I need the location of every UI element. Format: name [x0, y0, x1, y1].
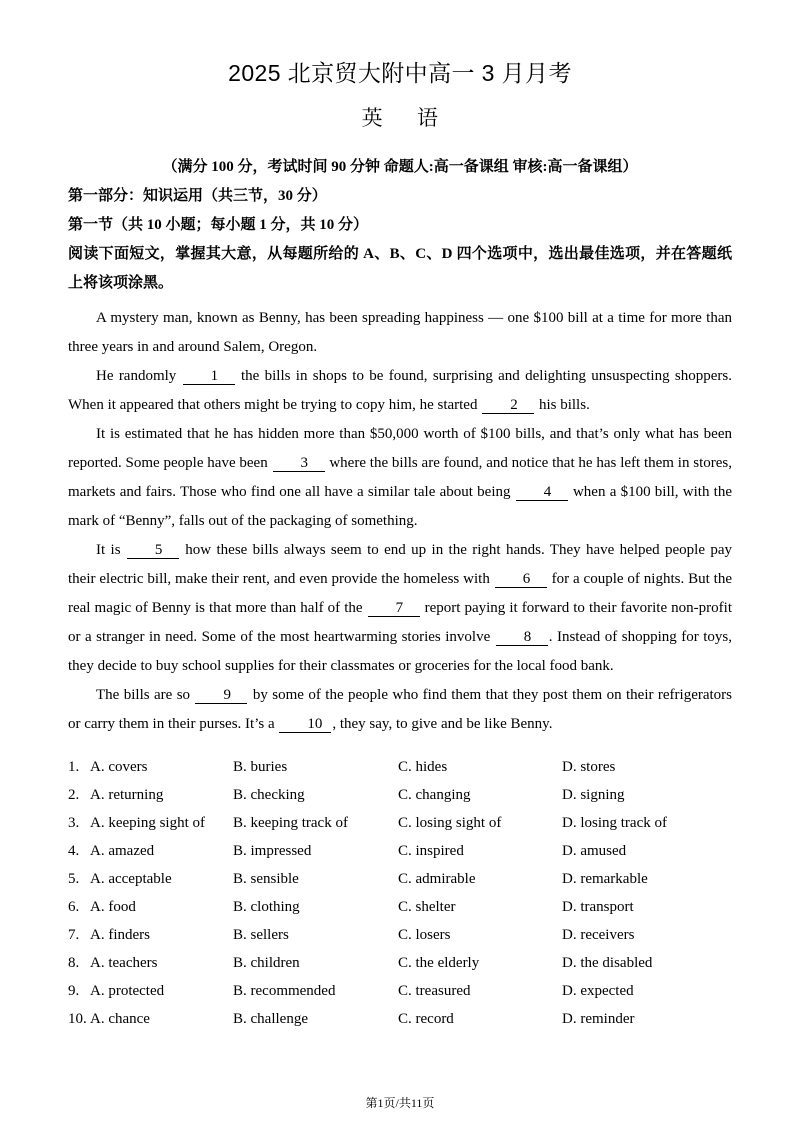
option-d[interactable]: D. remarkable — [562, 871, 648, 887]
option-c[interactable]: C. shelter — [398, 899, 456, 915]
passage-text: his bills. — [538, 397, 590, 413]
option-a[interactable]: A. chance — [90, 1011, 150, 1027]
option-c[interactable]: C. losers — [398, 927, 451, 943]
option-c[interactable]: C. inspired — [398, 843, 464, 859]
option-c[interactable]: C. the elderly — [398, 955, 480, 971]
option-d[interactable]: D. expected — [562, 983, 634, 999]
option-d[interactable]: D. reminder — [562, 1011, 635, 1027]
blank-6[interactable]: 6 — [495, 571, 547, 588]
option-b[interactable]: B. sellers — [233, 927, 289, 943]
question-number: 7. — [68, 927, 80, 943]
option-b[interactable]: B. keeping track of — [233, 815, 348, 831]
question-number: 6. — [68, 899, 80, 915]
passage-text: report paying it forward to their favorite non-profit or a stranger in need. Some of the most heartwarming stories involve — [68, 600, 732, 645]
blank-3[interactable]: 3 — [273, 455, 325, 472]
blank-4[interactable]: 4 — [516, 484, 568, 501]
question-number: 4. — [68, 843, 80, 859]
passage-paragraph-2 — [68, 362, 732, 420]
exam-meta-line: （满分 100 分，考试时间 90 分钟 命题人:高一备课组 审核:高一备课组） — [162, 159, 638, 175]
blank-2[interactable]: 2 — [482, 397, 534, 414]
question-row — [68, 753, 732, 781]
option-c[interactable]: C. treasured — [398, 983, 471, 999]
question-row — [68, 781, 732, 809]
subject-title — [68, 105, 732, 133]
question-row — [68, 837, 732, 865]
option-a[interactable]: A. covers — [90, 759, 148, 775]
passage-text: for a couple of nights. But the real magic of Benny is that more than half of the — [68, 571, 732, 616]
passage-text: The bills are so — [96, 687, 191, 703]
option-d[interactable]: D. signing — [562, 787, 625, 803]
part-heading: 第一部分：知识运用（共三节，30 分） — [68, 188, 327, 204]
passage-paragraph-3 — [68, 420, 732, 536]
option-c[interactable]: C. losing sight of — [398, 815, 502, 831]
option-a[interactable]: A. finders — [90, 927, 150, 943]
blank-8[interactable]: 8 — [496, 629, 548, 646]
question-number: 3. — [68, 815, 80, 831]
option-d[interactable]: D. transport — [562, 899, 634, 915]
question-row — [68, 809, 732, 837]
subject-char-second: 语 — [417, 107, 439, 130]
passage-text: the bills in shops to be found, surprising and delighting unsuspecting shoppers. When it appeared that others might be trying to copy him, he started — [68, 368, 733, 413]
passage-paragraph-5 — [68, 681, 732, 739]
option-a[interactable]: A. acceptable — [90, 871, 172, 887]
passage-paragraph-4 — [68, 536, 732, 681]
passage-text: It is estimated that he has hidden more than $50,000 worth of $100 bills, and that’s only what has been reported. Some people have been — [68, 426, 732, 471]
subject-char-first: 英 — [361, 107, 383, 130]
option-d[interactable]: D. stores — [562, 759, 616, 775]
passage-text: It is — [96, 542, 121, 558]
blank-9[interactable]: 9 — [195, 687, 247, 704]
option-b[interactable]: B. challenge — [233, 1011, 308, 1027]
option-d[interactable]: D. amused — [562, 843, 627, 859]
question-number: 2. — [68, 787, 80, 803]
question-number: 10. — [68, 1011, 87, 1027]
option-c[interactable]: C. admirable — [398, 871, 476, 887]
option-b[interactable]: B. checking — [233, 787, 305, 803]
blank-10[interactable]: 10 — [279, 716, 331, 733]
option-a[interactable]: A. amazed — [90, 843, 155, 859]
question-row — [68, 865, 732, 893]
option-c[interactable]: C. changing — [398, 787, 471, 803]
question-row — [68, 977, 732, 1005]
page-title: 2025 北京贸大附中高一 3 月月考 — [228, 60, 572, 86]
page-footer: 第1页/共11页 — [365, 1096, 435, 1110]
option-b[interactable]: B. buries — [233, 759, 288, 775]
option-b[interactable]: B. sensible — [233, 871, 299, 887]
answer-options-list — [68, 753, 732, 1033]
blank-1[interactable]: 1 — [183, 368, 235, 385]
page-content — [68, 0, 732, 1033]
section-instruction: 阅读下面短文，掌握其大意，从每题所给的 A、B、C、D 四个选项中，选出最佳选项，并在答题纸上将该项涂黑。 — [68, 246, 732, 291]
passage-text: . Instead of shopping for toys, they decide to buy school supplies for their classmates or groceries for the local food bank. — [68, 629, 733, 674]
question-row — [68, 949, 732, 977]
section-heading: 第一节（共 10 小题；每小题 1 分，共 10 分） — [68, 217, 369, 233]
question-row — [68, 893, 732, 921]
passage-text: A mystery man, known as Benny, has been spreading happiness — one $100 bill at a time for more than three years in and around Salem, Oregon. — [68, 310, 732, 355]
option-b[interactable]: B. children — [233, 955, 300, 971]
option-d[interactable]: D. receivers — [562, 927, 635, 943]
option-a[interactable]: A. returning — [90, 787, 164, 803]
passage-text: He randomly — [96, 368, 177, 384]
option-b[interactable]: B. recommended — [233, 983, 336, 999]
blank-7[interactable]: 7 — [368, 600, 420, 617]
passage-text: when a $100 bill, with the mark of “Benny”, falls out of the packaging of something. — [68, 484, 733, 529]
passage-paragraph-1 — [68, 304, 732, 362]
option-b[interactable]: B. clothing — [233, 899, 300, 915]
passage-text: where the bills are found, and notice that he has left them in stores, markets and fairs. Those who find one all have a similar tale about being — [68, 455, 732, 500]
blank-5[interactable]: 5 — [127, 542, 179, 559]
option-b[interactable]: B. impressed — [233, 843, 312, 859]
passage-text: how these bills always seem to end up in the right hands. They have helped people pay their electric bill, make their rent, and even provide the homeless with — [68, 542, 733, 587]
passage-text: , they say, to give and be like Benny. — [332, 716, 553, 732]
option-d[interactable]: D. losing track of — [562, 815, 667, 831]
option-d[interactable]: D. the disabled — [562, 955, 653, 971]
question-number: 9. — [68, 983, 80, 999]
option-a[interactable]: A. food — [90, 899, 136, 915]
question-row — [68, 921, 732, 949]
option-c[interactable]: C. record — [398, 1011, 454, 1027]
passage-text: by some of the people who find them that they post them on their refrigerators or carry them in their purses. It’s a — [68, 687, 733, 732]
question-number: 8. — [68, 955, 80, 971]
option-c[interactable]: C. hides — [398, 759, 448, 775]
option-a[interactable]: A. protected — [90, 983, 165, 999]
option-a[interactable]: A. keeping sight of — [90, 815, 205, 831]
question-row — [68, 1005, 732, 1033]
question-number: 1. — [68, 759, 80, 775]
question-number: 5. — [68, 871, 80, 887]
option-a[interactable]: A. teachers — [90, 955, 158, 971]
